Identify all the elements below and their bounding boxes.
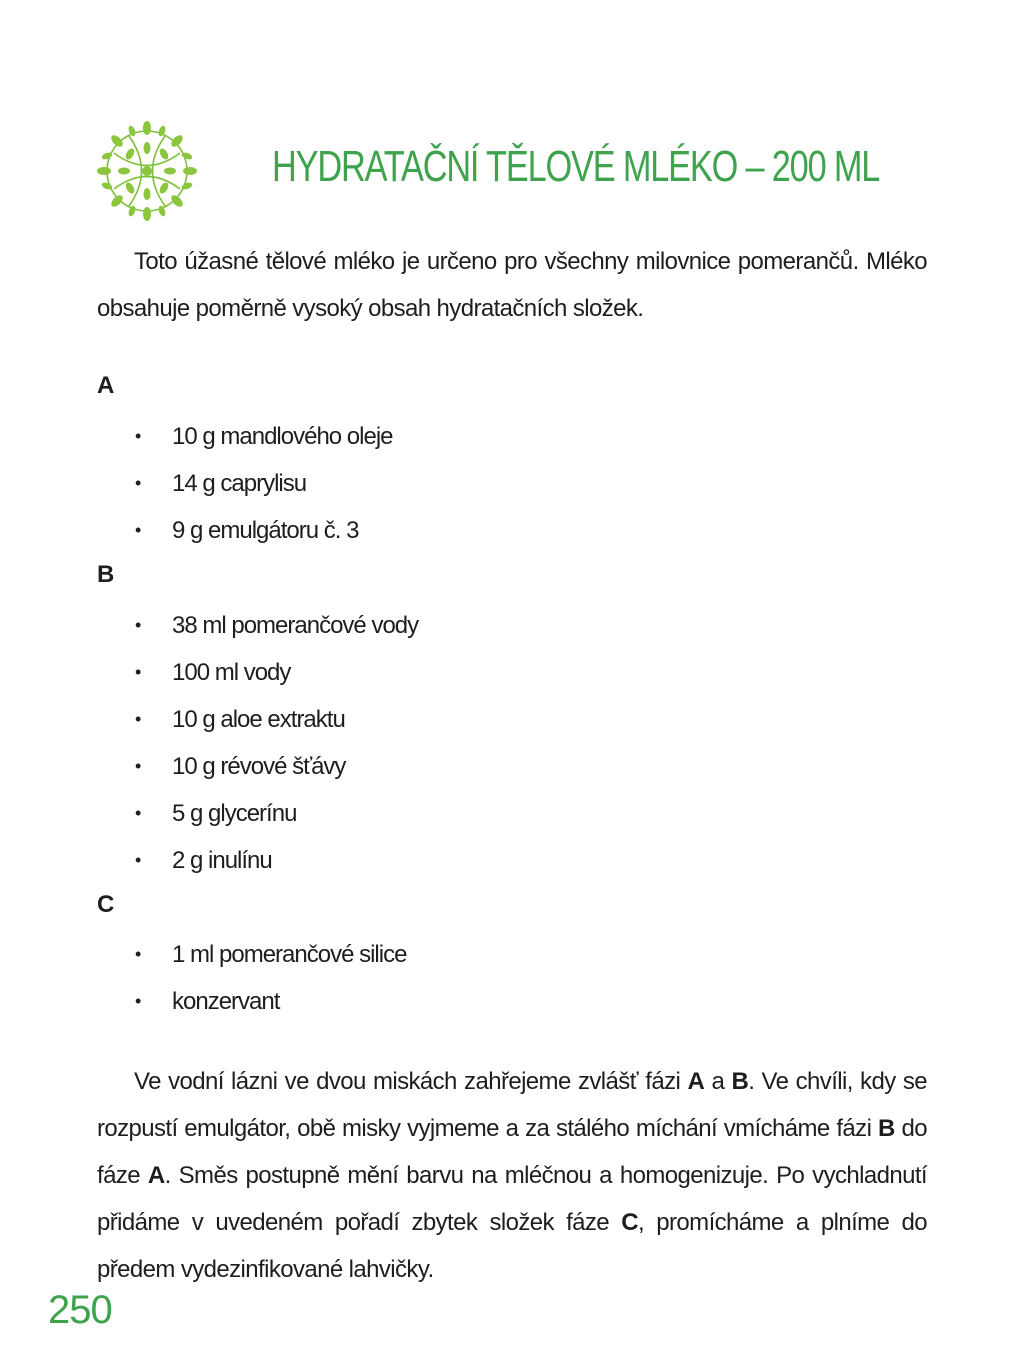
bullet-icon: • xyxy=(135,426,141,446)
bullet-icon: • xyxy=(135,520,141,540)
bullet-icon: • xyxy=(135,615,141,635)
intro-paragraph: Toto úžasné tělové mléko je určeno pro všechny milovnice pomerančů. Mléko obsahuje poměrně vysoký obsah hydratačních složek. xyxy=(97,248,927,322)
list-item: • 38 ml pomerančové vody xyxy=(132,602,418,649)
list-item: • 2 g inulínu xyxy=(132,837,418,884)
bullet-icon: • xyxy=(135,756,141,776)
phase-label-b: B xyxy=(97,561,115,588)
phase-b-list xyxy=(132,602,418,884)
phase-label-c: C xyxy=(97,891,115,918)
list-item: • 1 ml pomerančové silice xyxy=(132,931,406,978)
phase-c-list xyxy=(132,931,406,1025)
bullet-icon: • xyxy=(135,473,141,493)
list-item: • 5 g glycerínu xyxy=(132,790,418,837)
list-item: • 100 ml vody xyxy=(132,649,418,696)
procedure-paragraph: Ve vodní lázni ve dvou miskách zahřejeme zvlášť fázi A a B. Ve chvíli, kdy se rozpustí emulgátor, obě misky vyjmeme a za stálého míchání vmícháme fázi B do fáze A. Směs postupně mění barvu na mléčnou a homogenizuje. Po vychladnutí přidáme v uvedeném pořadí zbytek složek fáze C, promícháme a plníme do předem vydezinfikované lahvičky. xyxy=(97,1068,927,1283)
list-item: • konzervant xyxy=(132,978,406,1025)
bullet-icon: • xyxy=(135,944,141,964)
bullet-icon: • xyxy=(135,662,141,682)
list-item: • 10 g mandlového oleje xyxy=(132,413,393,460)
page-number: 250 xyxy=(48,1288,112,1332)
bullet-icon: • xyxy=(135,803,141,823)
bullet-icon: • xyxy=(135,850,141,870)
list-item: • 10 g aloe extraktu xyxy=(132,696,418,743)
list-item: • 14 g caprylisu xyxy=(132,460,393,507)
list-item: • 10 g révové šťávy xyxy=(132,743,418,790)
phase-label-a: A xyxy=(97,372,115,399)
bullet-icon: • xyxy=(135,709,141,729)
leaf-wreath-icon xyxy=(94,118,200,224)
page-title: HYDRATAČNÍ TĚLOVÉ MLÉKO – 200 ML xyxy=(272,142,880,191)
phase-a-list xyxy=(132,413,393,554)
bullet-icon: • xyxy=(135,991,141,1011)
list-item: • 9 g emulgátoru č. 3 xyxy=(132,507,393,554)
